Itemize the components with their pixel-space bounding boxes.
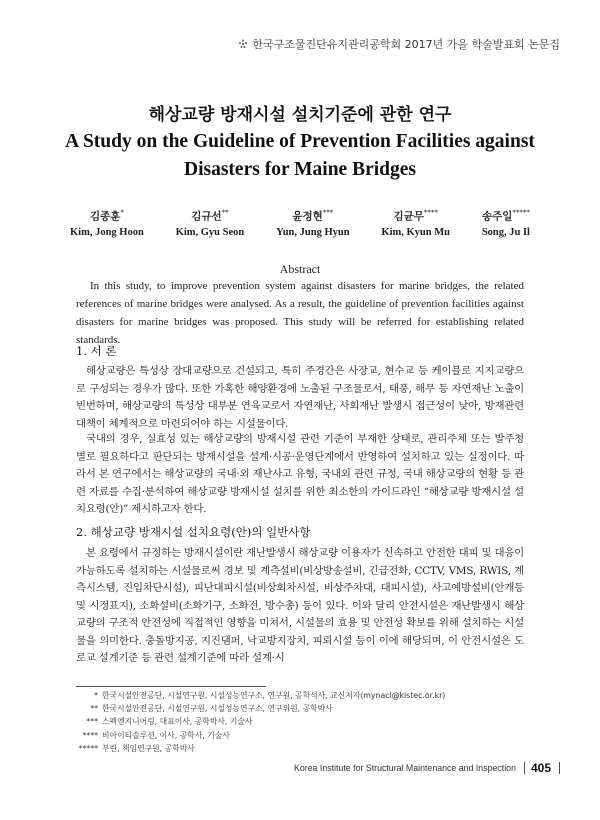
footnote-mark: **** xyxy=(82,730,98,740)
author xyxy=(176,206,245,240)
footnote-text: 스펙엔지니어링, 대표이사, 공학박사, 기술사 xyxy=(102,717,253,727)
header-text: 한국구조물진단유지관리공학회 2017년 가을 학술발표회 논문집 xyxy=(252,38,560,51)
footnote xyxy=(76,689,524,702)
section-heading-general: 2. 해상교량 방재시설 설치요령(안)의 일반사항 xyxy=(76,525,311,539)
footer-divider xyxy=(524,762,525,774)
footnote-mark: ** xyxy=(90,704,98,714)
footer-institute: Korea Institute for Structural Maintenance and Inspection xyxy=(293,763,516,773)
author-mark: **** xyxy=(423,209,438,217)
footnote-text: 비아이티솔루션, 이사, 공학사, 기술사 xyxy=(102,730,230,740)
footnote xyxy=(76,729,524,742)
footnotes xyxy=(76,689,524,755)
english-title: A Study on the Guideline of Prevention Facilities against Disasters for Maine Bridges xyxy=(65,131,535,180)
page-footer xyxy=(294,761,560,775)
abstract-body: In this study, to improve prevention system against disasters for marine bridges, the related references of marine bridges were analysed. As a result, the guideline of prevention facilities against disasters for marine bridges was proposed. This study will be referred for establishing related standards. xyxy=(76,280,524,346)
author-english-name: Song, Ju Il xyxy=(481,226,530,238)
footnote-mark: *** xyxy=(86,717,98,727)
author-mark: * xyxy=(120,209,124,217)
footer-divider xyxy=(559,762,560,774)
page-number: 405 xyxy=(530,761,551,775)
author-english-name: Kim, Kyun Mu xyxy=(381,226,450,238)
author-english-name: Kim, Jong Hoon xyxy=(70,226,144,238)
footnote xyxy=(76,715,524,728)
author-mark: ***** xyxy=(512,209,530,217)
author-list xyxy=(70,206,530,240)
author-english-name: Kim, Gyu Seon xyxy=(175,226,245,238)
korean-title: 해상교량 방재시설 설치기준에 관한 연구 xyxy=(148,105,452,125)
author-mark: ** xyxy=(221,209,229,217)
author-korean-name: 김종훈 xyxy=(89,210,121,223)
running-header xyxy=(238,36,560,52)
section-paragraph: 본 요령에서 규정하는 방재시설이란 재난발생시 해상교량 이용자가 신속하고 안전한 대피 및 대응이 가능하도록 설치하는 시설물로써 경보 및 계측설비(비상방송설비, 긴급전화, CCTV, VMS, RWIS, 계측시스템, 진입차단시설), 피난대피시설(비상회차시설, 비상주차대, 대피시설), 사고예방설비(안개등 및 시정표지), 소화설비(소화기구, 소화전, 방수총) 등이 있다. 이와 달리 안전시설은 재난발생시 해상교량의 구조적 안전성에 직접적인 영향을 미쳐서, 시설물의 효용 및 안전성 확보를 위해 설치하는 시설물을 의미한다. 충돌방지공, 지진댐퍼, 낙교방지장치, 피뢰시설 등이 이에 해당되며, 이 안전시설은 도로교 설계기준 등 관련 설계기준에 따라 설계·시 xyxy=(76,547,524,664)
footnote-mark: * xyxy=(94,691,98,700)
author xyxy=(70,206,144,240)
dotted-diamond-icon xyxy=(238,39,248,49)
author xyxy=(381,206,450,240)
author-korean-name: 김규선 xyxy=(191,210,222,223)
author-mark: *** xyxy=(322,209,334,217)
footnote-text: 한국시설안전공단, 시설연구원, 시설성능연구소, 연구원, 공학석사, 교신저자(mynacl@kistec.or.kr) xyxy=(102,691,446,700)
footnote-divider xyxy=(76,686,266,687)
footnote-text: 부린, 책임연구원, 공학박사 xyxy=(102,743,195,753)
footnote-text: 한국시설안전공단, 시설연구원, 시설성능연구소, 연구위원, 공학박사 xyxy=(102,704,333,714)
section-paragraph: 해상교량은 특성상 장대교량으로 건설되고, 특히 주경간은 사장교, 현수교 등 케이블로 지지교량으로 구성되는 경우가 많다. 또한 가혹한 해양환경에 노출된 구조물로서, 태풍, 해무 등 자연재난 노출이 빈번하며, 해상교량의 특성상 대부분 연육교로서 자연재난, 사회재난 발생시 접근성이 낮아, 방재관련 대책이 체계적으로 마련되어야 하는 시설물이다. xyxy=(76,365,524,430)
footnote xyxy=(76,742,524,755)
author xyxy=(482,206,530,240)
section-paragraph: 국내의 경우, 실효성 있는 해상교량의 방재시설 관련 기준이 부재한 상태로, 관리주체 또는 발주청 별로 필요하다고 판단되는 방재시설을 설계·시공·운영단계에서 반영하여 설치하고 있는 실정이다. 따라서 본 연구에서는 해상교량의 국내·외 재난사고 유형, 국내외 관련 규정, 국내 해상교량의 현황 등 관련 자료를 수집·분석하여 해상교량 방재시설 설치를 위한 최소한의 가이드라인 “해상교량 방재시설 설치요령(안)” 제시하고자 한다. xyxy=(76,433,524,515)
author xyxy=(276,206,349,240)
author-korean-name: 윤정현 xyxy=(292,210,323,223)
abstract-heading: Abstract xyxy=(279,262,321,276)
author-english-name: Yun, Jung Hyun xyxy=(276,226,350,238)
author-korean-name: 송주일 xyxy=(481,210,513,223)
section-heading-introduction: 1. 서 론 xyxy=(76,344,117,358)
footnote xyxy=(76,702,524,715)
author-korean-name: 김균무 xyxy=(393,210,424,223)
footnote-mark: ***** xyxy=(78,743,98,753)
